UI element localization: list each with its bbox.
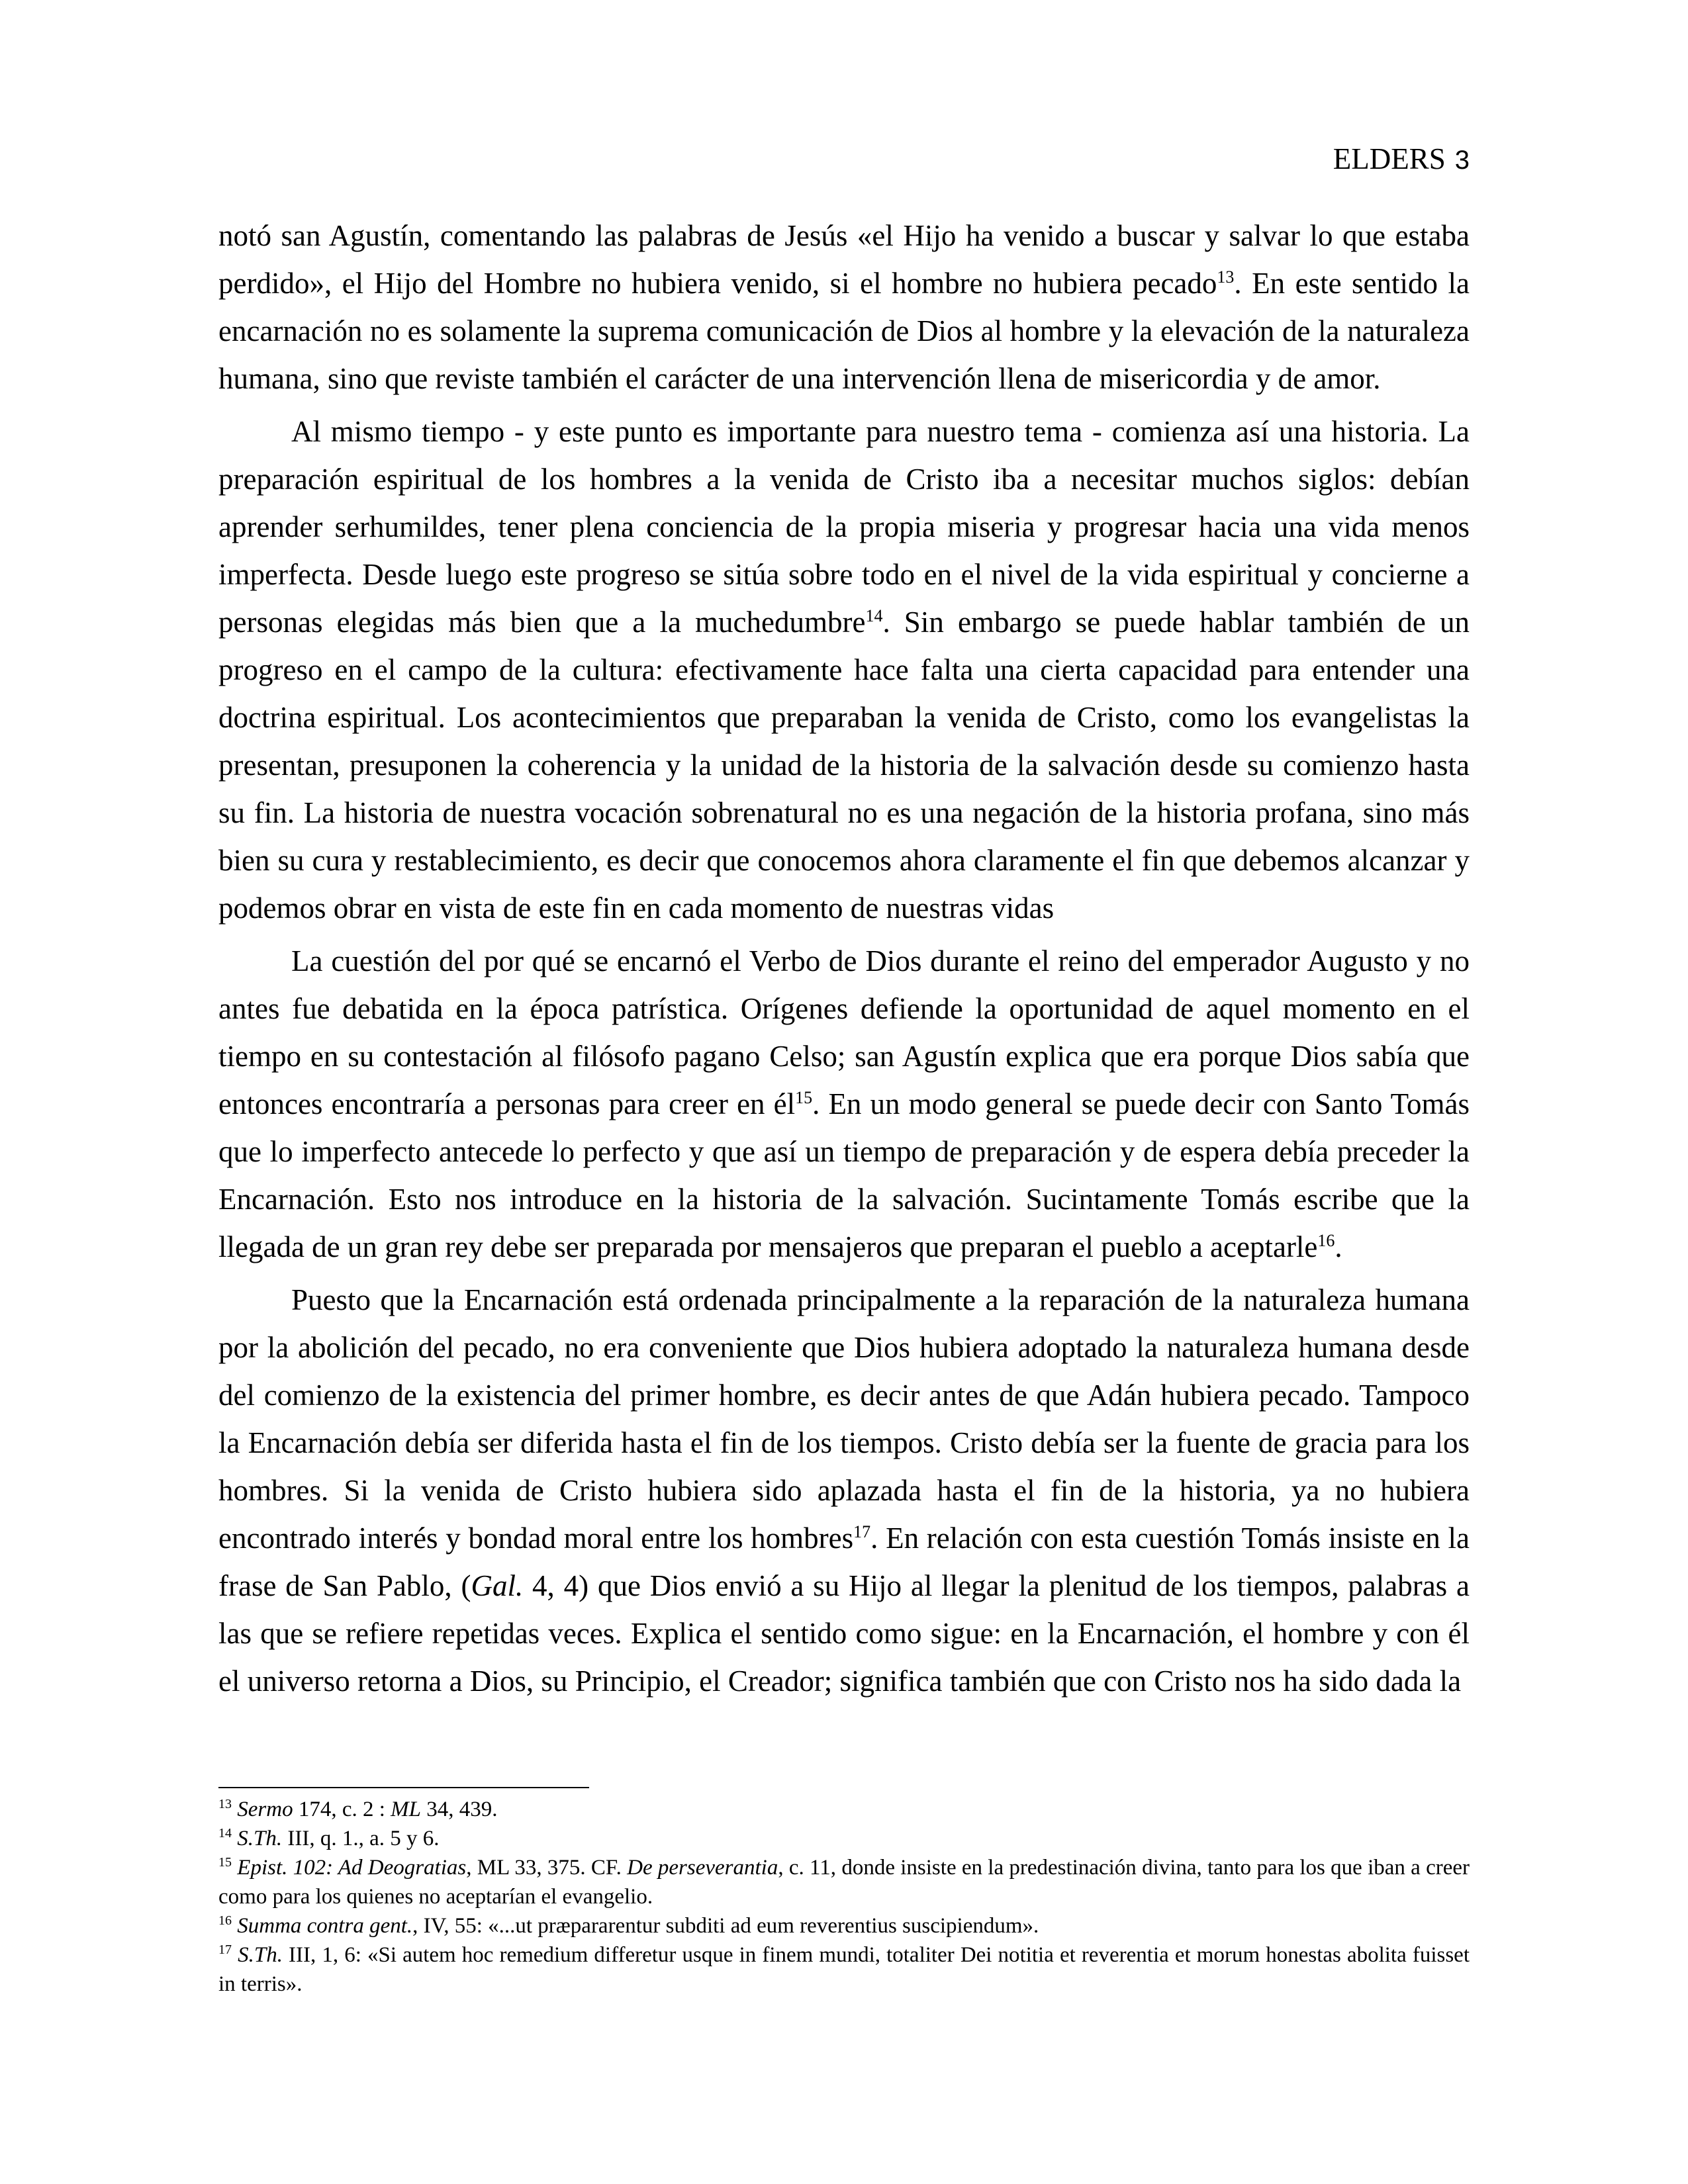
paragraph-text: notó san Agustín, comentando las palabras de Jesús «el Hijo ha venido a buscar y salvar lo que estaba perdido», el Hijo del Hombre no hubiera venido, si el hombre no hubiera pecado [218,219,1470,300]
footnote-ref-15[interactable]: 15 [795,1088,813,1107]
paragraph-1 [218,212,1470,402]
paragraph-2 [218,408,1470,932]
footnote-separator [218,1787,589,1788]
footnote-italic: ML [391,1797,421,1821]
footnote-number: 15 [218,1855,232,1870]
paragraph-3 [218,937,1470,1271]
footnote-13 [218,1795,1470,1824]
paragraph-4 [218,1276,1470,1705]
footnote-17 [218,1940,1470,1999]
header-author: ELDERS [1333,142,1446,175]
footnote-15 [218,1853,1470,1911]
footnote-text: III, q. 1., a. 5 y 6. [282,1827,440,1850]
paragraph-text: . Sin embargo se puede hablar también de un progreso en el campo de la cultura: efectivamente hace falta una cierta capacidad para entender una doctrina espiritual. Los acontecimientos que preparaban la venida de Cristo, como los evangelistas la presentan, presuponen la coherencia y la unidad de la historia de la salvación desde su comienzo hasta su fin. La historia de nuestra vocación sobrenatural no es una negación de la historia profana, sino más bien su cura y restablecimiento, es decir que conocemos ahora claramente el fin que debemos alcanzar y podemos obrar en vista de este fin en cada momento de nuestras vidas [218,606,1470,925]
running-header [1333,144,1470,174]
footnote-text: , ML 33, 375. CF. [466,1856,628,1880]
footnote-number: 14 [218,1826,232,1841]
paragraph-text: . En este sentido la encarnación no es solamente la suprema comunicación de Dios al hombre y la elevación de la naturaleza humana, sino que reviste también el carácter de una intervención llena de misericordia y de amor. [218,267,1470,395]
footnotes [218,1795,1470,1999]
footnote-text: 34, 439. [421,1797,498,1821]
paragraph-text: 4, 4) que Dios envió a su Hijo al llegar la plenitud de los tiempos, palabras a las que se refiere repetidas veces. Explica el sentido como sigue: en la Encarnación, el hombre y con él el universo retorna a Dios, su Principio, el Creador; significa también que con Cristo nos ha sido dada la [218,1569,1470,1698]
footnote-italic: S.Th. [237,1827,283,1850]
footnote-number: 16 [218,1913,232,1928]
body-text [218,212,1470,1705]
footnote-ref-14[interactable]: 14 [865,606,883,625]
footnote-ref-16[interactable]: 16 [1317,1231,1335,1250]
citation-italic: Gal. [471,1569,524,1602]
footnote-ref-13[interactable]: 13 [1217,267,1235,287]
footnote-ref-17[interactable]: 17 [853,1522,871,1541]
footnote-text: 174, c. 2 : [293,1797,391,1821]
paragraph-text: . En relación con esta cuestión Tomás insiste en la frase de San Pablo, ( [218,1522,1470,1602]
paragraph-text: . [1335,1230,1342,1263]
footnote-italic: S.Th. [238,1943,283,1967]
footnote-italic: Epist. 102: Ad Deogratias [237,1856,467,1880]
footnote-italic: De perseverantia [627,1856,778,1880]
paragraph-text: Al mismo tiempo - y este punto es importante para nuestro tema - comienza así una historia. La preparación espiritual de los hombres a la venida de Cristo iba a necesitar muchos siglos: debían aprender serhumildes, tener plena conciencia de la propia miseria y progresar hacia una vida menos imperfecta. Desde luego este progreso se sitúa sobre todo en el nivel de la vida espiritual y concierne a personas elegidas más bien que a la muchedumbre [218,415,1470,639]
footnote-text: , c. 11, donde insiste en la predestinación divina, tanto para los que iban a creer como para los quienes no aceptarían el evangelio. [218,1856,1470,1909]
page-number: 3 [1454,146,1470,175]
footnote-number: 13 [218,1797,232,1811]
footnote-16 [218,1911,1470,1940]
footnote-italic: Summa contra gent. [237,1914,413,1938]
paragraph-text: La cuestión del por qué se encarnó el Verbo de Dios durante el reino del emperador Augusto y no antes fue debatida en la época patrística. Orígenes defiende la oportunidad de aquel momento en el tiempo en su contestación al filósofo pagano Celso; san Agustín explica que era porque Dios sabía que entonces encontraría a personas para creer en él [218,944,1470,1120]
footnote-number: 17 [218,1942,232,1957]
paragraph-text: Puesto que la Encarnación está ordenada principalmente a la reparación de la naturaleza humana por la abolición del pecado, no era conveniente que Dios hubiera adoptado la naturaleza humana desde del comienzo de la existencia del primer hombre, es decir antes de que Adán hubiera pecado. Tampoco la Encarnación debía ser diferida hasta el fin de los tiempos. Cristo debía ser la fuente de gracia para los hombres. Si la venida de Cristo hubiera sido aplazada hasta el fin de la historia, ya no hubiera encontrado interés y bondad moral entre los hombres [218,1283,1470,1555]
footnote-14 [218,1824,1470,1853]
footnote-text: , IV, 55: «...ut præpararentur subditi ad eum reverentius suscipiendum». [412,1914,1039,1938]
footnote-text: III, 1, 6: «Si autem hoc remedium differetur usque in finem mundi, totaliter Dei notitia et reverentia et morum honestas abolita fuisset in terris». [218,1943,1470,1996]
footnote-italic: Sermo [237,1797,293,1821]
paragraph-text: . En un modo general se puede decir con Santo Tomás que lo imperfecto antecede lo perfecto y que así un tiempo de preparación y de espera debía preceder la Encarnación. Esto nos introduce en la historia de la salvación. Sucintamente Tomás escribe que la llegada de un gran rey debe ser preparada por mensajeros que preparan el pueblo a aceptarle [218,1087,1470,1263]
